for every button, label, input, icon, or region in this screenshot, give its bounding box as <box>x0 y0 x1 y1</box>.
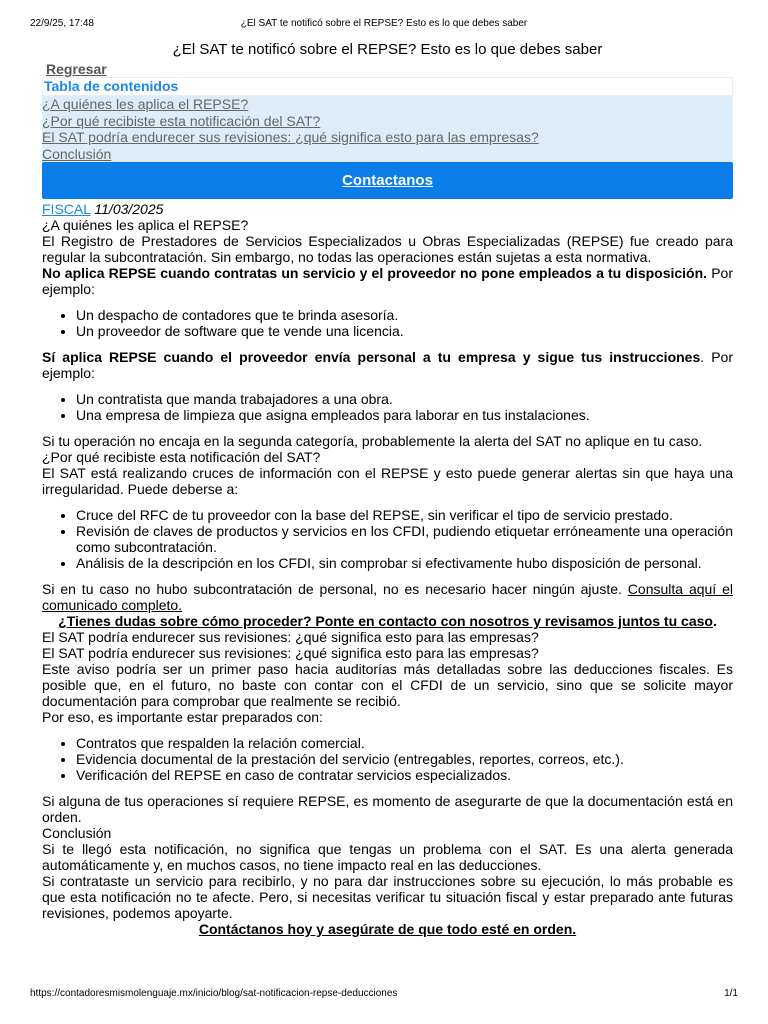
cta-line <box>42 613 733 629</box>
section-heading-revisiones-repeat: El SAT podría endurecer sus revisiones: ¿qué significa esto para las empresas? <box>42 645 539 661</box>
article <box>42 40 733 937</box>
print-doc-title: ¿El SAT te notificó sobre el REPSE? Esto es lo que debes saber <box>240 18 528 29</box>
list-item: • Contratos que respalden la relación comercial. <box>76 735 733 751</box>
section-heading-revisiones: El SAT podría endurecer sus revisiones: ¿qué significa esto para las empresas? <box>42 629 539 645</box>
paragraph: Si contrataste un servicio para recibirlo, y no para dar instrucciones sobre su ejecución, lo más probable es que esta notificación no te afecte. Pero, si necesitas verificar tu situación fiscal y estar preparado ante futuras revisiones, podemos apoyarte. <box>42 873 733 921</box>
list-item: • Verificación del REPSE en caso de contratar servicios especializados. <box>76 767 733 783</box>
toc-title: Tabla de contenidos <box>42 77 733 96</box>
text: . <box>712 613 717 629</box>
page-title: ¿El SAT te notificó sobre el REPSE? Esto es lo que debes saber <box>172 41 603 58</box>
list-item: • Un proveedor de software que te vende una licencia. <box>76 323 733 339</box>
list-item: • Una empresa de limpieza que asigna empleados para laborar en tus instalaciones. <box>76 407 733 423</box>
text: Si en tu caso no hubo subcontratación de personal, no es necesario hacer ningún ajuste. <box>42 581 628 597</box>
section-heading-conclusion: Conclusión <box>42 825 112 841</box>
list-item: • Cruce del RFC de tu proveedor con la base del REPSE, sin verificar el tipo de servicio prestado. <box>76 507 733 523</box>
paragraph <box>42 265 733 297</box>
post-meta <box>42 201 733 217</box>
closing-cta <box>42 921 733 937</box>
back-link[interactable]: Regresar <box>46 61 107 77</box>
list <box>42 507 733 571</box>
bold-text: No aplica REPSE cuando contratas un servicio y el proveedor no pone empleados a tu disposición. <box>42 265 708 281</box>
print-url: https://contadoresmismolenguaje.mx/inicio/blog/sat-notificacion-repse-deducciones <box>30 988 398 999</box>
paragraph <box>42 581 733 613</box>
print-header <box>30 18 738 32</box>
contact-cta-link[interactable]: Ponte en contacto con nosotros y revisamos juntos tu caso <box>311 613 713 629</box>
print-date: 22/9/25, 17:48 <box>30 18 94 29</box>
toc-item-notificacion[interactable]: ¿Por qué recibiste esta notificación del SAT? <box>42 112 321 129</box>
list <box>42 735 733 783</box>
paragraph: El Registro de Prestadores de Servicios Especializados u Obras Especializadas (REPSE) fue creado para regular la subcontratación. Sin embargo, no todas las operaciones están sujetas a esta normativa. <box>42 233 733 265</box>
paragraph: Por eso, es importante estar preparados con: <box>42 709 323 725</box>
toc-item-aplica[interactable]: ¿A quiénes les aplica el REPSE? <box>42 96 249 112</box>
toc-item-revisiones[interactable]: El SAT podría endurecer sus revisiones: ¿qué significa esto para las empresas? <box>42 129 539 145</box>
contact-button[interactable]: Contactanos <box>42 162 733 199</box>
cta-question: ¿Tienes dudas sobre cómo proceder? <box>58 613 312 629</box>
paragraph: Si alguna de tus operaciones sí requiere REPSE, es momento de asegurarte de que la documentación está en orden. <box>42 793 733 825</box>
paragraph <box>42 349 733 381</box>
print-footer <box>30 988 738 1002</box>
category-link[interactable]: FISCAL <box>42 201 91 217</box>
section-heading-aplica: ¿A quiénes les aplica el REPSE? <box>42 217 249 233</box>
list-item: • Análisis de la descripción en los CFDI, sin comprobar si efectivamente hubo disposición de personal. <box>76 555 733 571</box>
section-heading-notificacion: ¿Por qué recibiste esta notificación del SAT? <box>42 449 321 465</box>
paragraph: Si tu operación no encaja en la segunda categoría, probablemente la alerta del SAT no aplique en tu caso. <box>42 433 703 449</box>
post-date: 11/03/2025 <box>94 201 164 217</box>
toc-item-conclusion[interactable]: Conclusión <box>42 145 112 162</box>
closing-cta-link[interactable]: Contáctanos hoy y asegúrate de que todo esté en orden. <box>198 921 577 937</box>
text: Por ejemplo: <box>42 265 733 297</box>
list <box>42 391 733 423</box>
list-item: • Un despacho de contadores que te brinda asesoría. <box>76 307 733 323</box>
list-item: • Revisión de claves de productos y servicios en los CFDI, pudiendo etiquetar erróneamente una operación como subcontratación. <box>76 523 733 555</box>
list-item: • Un contratista que manda trabajadores a una obra. <box>76 391 733 407</box>
page-number: 1/1 <box>724 988 738 999</box>
list <box>42 307 733 339</box>
table-of-contents <box>42 77 733 162</box>
comunicado-link[interactable]: Consulta aquí el comunicado completo. <box>42 581 733 613</box>
paragraph: El SAT está realizando cruces de información con el REPSE y esto puede generar alertas sin que haya una irregularidad. Puede deberse a: <box>42 465 733 497</box>
paragraph: Si te llegó esta notificación, no significa que tengas un problema con el SAT. Es una alerta generada automáticamente y, en muchos casos, no tiene impacto real en las deducciones. <box>42 841 733 873</box>
paragraph: Este aviso podría ser un primer paso hacia auditorías más detalladas sobre las deducciones fiscales. Es posible que, en el futuro, no baste con contar con el CFDI de un servicio, sino que se solicite mayor documentación para comprobar que realmente se recibió. <box>42 661 733 709</box>
text: . Por ejemplo: <box>42 349 734 381</box>
bold-text: Sí aplica REPSE cuando el proveedor envía personal a tu empresa y sigue tus instrucciones <box>42 349 701 365</box>
list-item: • Evidencia documental de la prestación del servicio (entregables, reportes, correos, etc.). <box>76 751 733 767</box>
